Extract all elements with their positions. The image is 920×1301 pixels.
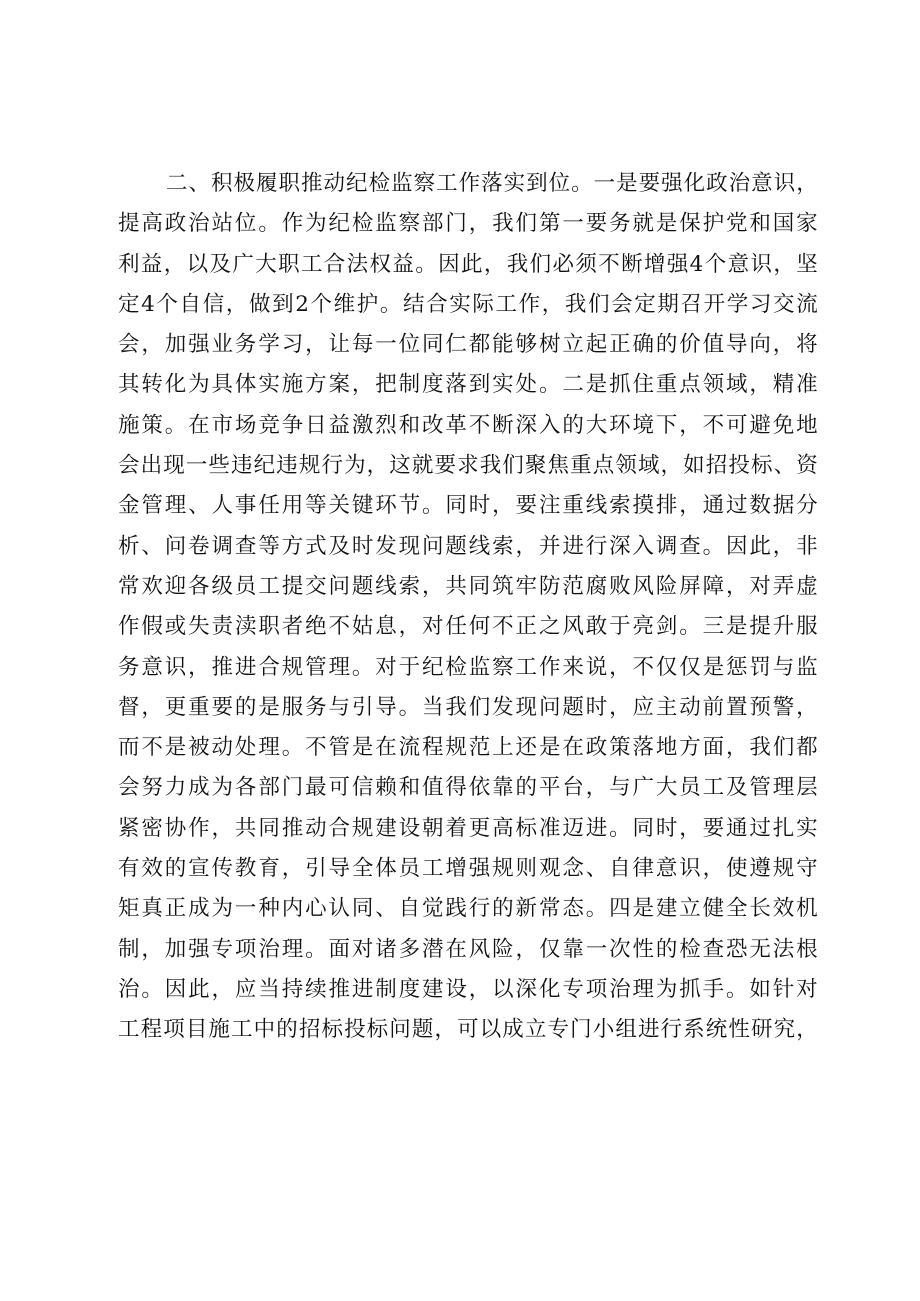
text-line: 矩真正成为一种内心认同、自觉践行的新常态。四是建立健全长效机 — [118, 896, 818, 922]
text-line: 会努力成为各部门最可信赖和值得依靠的平台，与广大员工及管理层 — [118, 775, 818, 801]
text-line: 务意识，推进合规管理。对于纪检监察工作来说，不仅仅是惩罚与监 — [118, 654, 818, 680]
text-line: 二、积极履职推动纪检监察工作落实到位。一是要强化政治意识， — [166, 171, 818, 196]
text-line: 施策。在市场竞争日益激烈和改革不断深入的大环境下，不可避免地 — [118, 412, 818, 438]
text-line: 提高政治站位。作为纪检监察部门，我们第一要务就是保护党和国家 — [118, 211, 818, 237]
text-line: 治。因此，应当持续推进制度建设，以深化专项治理为抓手。如针对 — [118, 976, 818, 1002]
text-line: 督，更重要的是服务与引导。当我们发现问题时，应主动前置预警， — [118, 694, 818, 720]
text-line: 工程项目施工中的招标投标问题，可以成立专门小组进行系统性研究， — [118, 1017, 818, 1043]
text-line: 有效的宣传教育，引导全体员工增强规则观念、自律意识，使遵规守 — [118, 856, 818, 882]
text-line: 会出现一些违纪违规行为，这就要求我们聚焦重点领域，如招投标、资 — [118, 453, 818, 479]
text-line: 而不是被动处理。不管是在流程规范上还是在政策落地方面，我们都 — [118, 735, 818, 761]
text-line: 析、问卷调查等方式及时发现问题线索，并进行深入调查。因此，非 — [118, 533, 818, 559]
text-line: 作假或失责渎职者绝不姑息，对任何不正之风敢于亮剑。三是提升服 — [118, 614, 818, 640]
text-line: 金管理、人事任用等关键环节。同时，要注重线索摸排，通过数据分 — [118, 493, 818, 519]
text-line: 制，加强专项治理。面对诸多潜在风险，仅靠一次性的检查恐无法根 — [118, 936, 818, 962]
body-paragraph — [118, 164, 818, 1051]
text-line: 定4个自信，做到2个维护。结合实际工作，我们会定期召开学习交流 — [118, 291, 818, 317]
text-line: 常欢迎各级员工提交问题线索，共同筑牢防范腐败风险屏障，对弄虚 — [118, 573, 818, 599]
text-line: 利益，以及广大职工合法权益。因此，我们必须不断增强4个意识，坚 — [118, 251, 818, 277]
text-line: 紧密协作，共同推动合规建设朝着更高标准迈进。同时，要通过扎实 — [118, 815, 818, 841]
text-line: 会，加强业务学习，让每一位同仁都能够树立起正确的价值导向，将 — [118, 332, 818, 358]
text-line: 其转化为具体实施方案，把制度落到实处。二是抓住重点领域，精准 — [118, 372, 818, 398]
